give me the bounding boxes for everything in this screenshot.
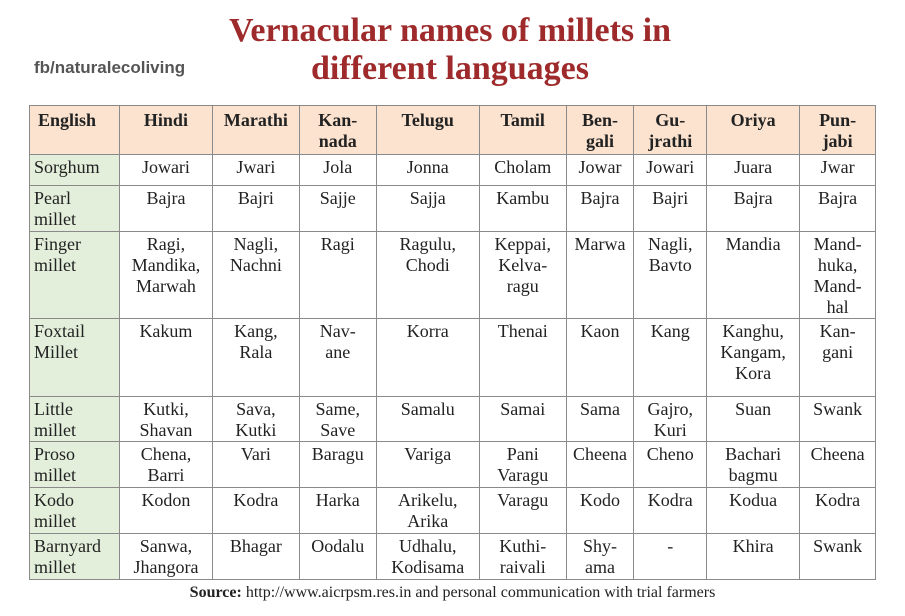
- vernacular-name-cell: Chena, Barri: [119, 442, 212, 488]
- millet-names-table: [29, 105, 876, 580]
- vernacular-name-cell: Kan- gani: [800, 319, 876, 397]
- vernacular-name-cell: Jonna: [376, 155, 479, 186]
- header-cell: Pun- jabi: [800, 106, 876, 155]
- header-cell: Hindi: [119, 106, 212, 155]
- vernacular-name-cell: Ragulu, Chodi: [376, 232, 479, 319]
- social-handle: fb/naturalecoliving: [34, 58, 186, 77]
- vernacular-name-cell: Variga: [376, 442, 479, 488]
- vernacular-name-cell: Bachari bagmu: [707, 442, 800, 488]
- vernacular-name-cell: Kang, Rala: [212, 319, 299, 397]
- table-row: [30, 397, 876, 442]
- table-row: [30, 534, 876, 580]
- vernacular-name-cell: Kutki, Shavan: [119, 397, 212, 442]
- table-row: [30, 442, 876, 488]
- header-cell: English: [30, 106, 120, 155]
- vernacular-name-cell: Bajra: [800, 186, 876, 232]
- vernacular-name-cell: Thenai: [479, 319, 566, 397]
- millet-name-cell: Foxtail Millet: [30, 319, 120, 397]
- header-cell: Ben- gali: [566, 106, 634, 155]
- vernacular-name-cell: Sama: [566, 397, 634, 442]
- table-row: [30, 488, 876, 534]
- title-line-1: Vernacular names of millets in: [229, 12, 671, 49]
- source-text: http://www.aicrpsm.res.in and personal communication with trial farmers: [241, 584, 716, 601]
- header-cell: Tamil: [479, 106, 566, 155]
- vernacular-name-cell: Varagu: [479, 488, 566, 534]
- vernacular-name-cell: Cheena: [566, 442, 634, 488]
- vernacular-name-cell: Kanghu, Kangam, Kora: [707, 319, 800, 397]
- millet-name-cell: Proso millet: [30, 442, 120, 488]
- vernacular-name-cell: Sava, Kutki: [212, 397, 299, 442]
- vernacular-name-cell: Jola: [299, 155, 376, 186]
- page-title: [150, 12, 750, 88]
- vernacular-name-cell: Arikelu, Arika: [376, 488, 479, 534]
- vernacular-name-cell: Cheena: [800, 442, 876, 488]
- millet-name-cell: Pearl millet: [30, 186, 120, 232]
- vernacular-name-cell: Keppai, Kelva- ragu: [479, 232, 566, 319]
- title-line-2: different languages: [311, 50, 589, 87]
- header-cell: Marathi: [212, 106, 299, 155]
- vernacular-name-cell: Swank: [800, 397, 876, 442]
- vernacular-name-cell: Pani Varagu: [479, 442, 566, 488]
- table-row: [30, 232, 876, 319]
- vernacular-name-cell: Nav- ane: [299, 319, 376, 397]
- vernacular-name-cell: Kodra: [800, 488, 876, 534]
- vernacular-name-cell: Cholam: [479, 155, 566, 186]
- vernacular-name-cell: Jwari: [212, 155, 299, 186]
- vernacular-name-cell: Oodalu: [299, 534, 376, 580]
- table-row: [30, 319, 876, 397]
- vernacular-name-cell: Marwa: [566, 232, 634, 319]
- vernacular-name-cell: Kang: [634, 319, 707, 397]
- vernacular-name-cell: Bajra: [119, 186, 212, 232]
- vernacular-name-cell: Nagli, Nachni: [212, 232, 299, 319]
- vernacular-name-cell: Mandia: [707, 232, 800, 319]
- table-row: [30, 186, 876, 232]
- vernacular-name-cell: Sanwa, Jhangora: [119, 534, 212, 580]
- vernacular-name-cell: Cheno: [634, 442, 707, 488]
- vernacular-name-cell: Bajra: [707, 186, 800, 232]
- vernacular-name-cell: Kodo: [566, 488, 634, 534]
- table-header-row: [30, 106, 876, 155]
- millet-name-cell: Barnyard millet: [30, 534, 120, 580]
- vernacular-name-cell: Gajro, Kuri: [634, 397, 707, 442]
- vernacular-name-cell: Vari: [212, 442, 299, 488]
- vernacular-name-cell: Kodon: [119, 488, 212, 534]
- vernacular-name-cell: Swank: [800, 534, 876, 580]
- vernacular-name-cell: Kakum: [119, 319, 212, 397]
- vernacular-name-cell: Harka: [299, 488, 376, 534]
- vernacular-name-cell: Ragi: [299, 232, 376, 319]
- millet-name-cell: Kodo millet: [30, 488, 120, 534]
- millet-name-cell: Little millet: [30, 397, 120, 442]
- vernacular-name-cell: Jwar: [800, 155, 876, 186]
- vernacular-name-cell: Khira: [707, 534, 800, 580]
- vernacular-name-cell: Jowar: [566, 155, 634, 186]
- vernacular-name-cell: Kambu: [479, 186, 566, 232]
- vernacular-name-cell: Suan: [707, 397, 800, 442]
- vernacular-name-cell: Bajri: [634, 186, 707, 232]
- vernacular-name-cell: Jowari: [119, 155, 212, 186]
- vernacular-name-cell: Kodra: [634, 488, 707, 534]
- vernacular-name-cell: Ragi, Mandika, Marwah: [119, 232, 212, 319]
- vernacular-name-cell: Baragu: [299, 442, 376, 488]
- table-row: [30, 155, 876, 186]
- vernacular-name-cell: Kaon: [566, 319, 634, 397]
- vernacular-name-cell: Korra: [376, 319, 479, 397]
- vernacular-name-cell: Bhagar: [212, 534, 299, 580]
- source-note: [0, 584, 905, 602]
- header-cell: Telugu: [376, 106, 479, 155]
- vernacular-name-cell: Mand- huka, Mand- hal: [800, 232, 876, 319]
- vernacular-name-cell: Jowari: [634, 155, 707, 186]
- source-label: Source:: [189, 584, 242, 601]
- vernacular-name-cell: Nagli, Bavto: [634, 232, 707, 319]
- vernacular-name-cell: Bajra: [566, 186, 634, 232]
- vernacular-name-cell: Sajja: [376, 186, 479, 232]
- vernacular-name-cell: Sajje: [299, 186, 376, 232]
- header-cell: Kan- nada: [299, 106, 376, 155]
- millet-name-cell: Finger millet: [30, 232, 120, 319]
- vernacular-name-cell: Kodua: [707, 488, 800, 534]
- vernacular-name-cell: Udhalu, Kodisama: [376, 534, 479, 580]
- millet-name-cell: Sorghum: [30, 155, 120, 186]
- vernacular-name-cell: Samalu: [376, 397, 479, 442]
- table-body: [30, 155, 876, 580]
- vernacular-name-cell: Juara: [707, 155, 800, 186]
- vernacular-name-cell: Shy- ama: [566, 534, 634, 580]
- vernacular-name-cell: -: [634, 534, 707, 580]
- header-cell: Gu- jrathi: [634, 106, 707, 155]
- vernacular-name-cell: Bajri: [212, 186, 299, 232]
- vernacular-name-cell: Kuthi- raivali: [479, 534, 566, 580]
- vernacular-name-cell: Same, Save: [299, 397, 376, 442]
- vernacular-name-cell: Kodra: [212, 488, 299, 534]
- header-cell: Oriya: [707, 106, 800, 155]
- vernacular-name-cell: Samai: [479, 397, 566, 442]
